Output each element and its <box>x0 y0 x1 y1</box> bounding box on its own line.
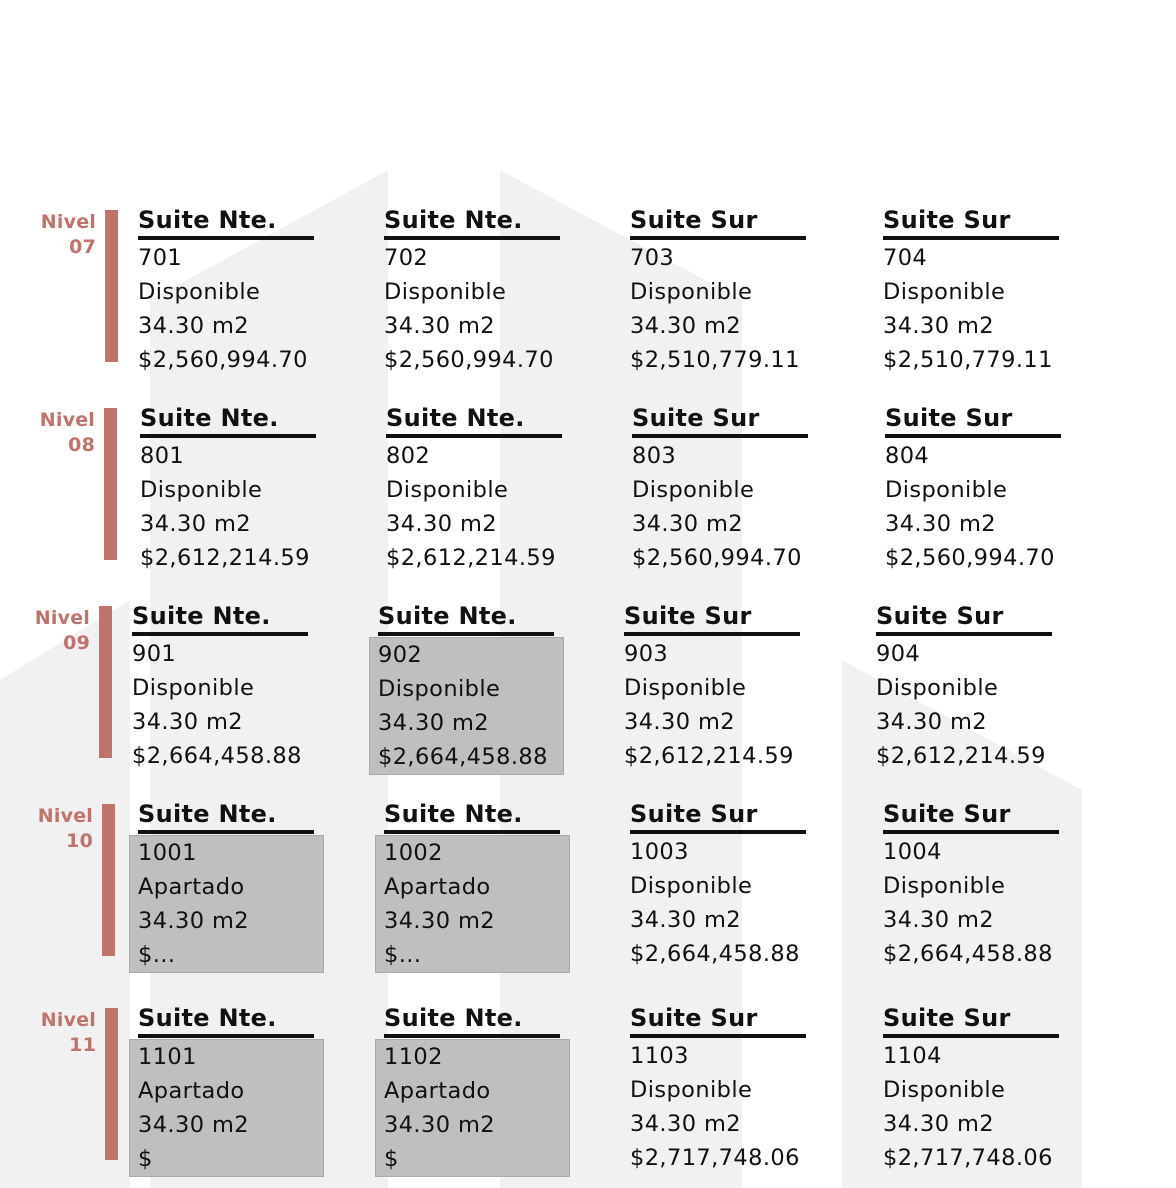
suite-price: $2,612,214.59 <box>386 545 556 571</box>
suite-card[interactable] <box>138 205 338 377</box>
suite-area: 34.30 m2 <box>384 1112 495 1138</box>
level-label <box>0 606 90 656</box>
level-label-word: Nivel <box>40 211 96 233</box>
suite-info <box>630 1039 830 1175</box>
suite-number: 901 <box>132 641 177 667</box>
suite-number: 1004 <box>883 839 942 865</box>
suite-card[interactable] <box>384 1003 584 1177</box>
suite-info <box>883 241 1083 377</box>
suite-card[interactable] <box>630 205 830 377</box>
suite-type: Suite Sur <box>883 1003 1059 1038</box>
suite-card[interactable] <box>138 1003 338 1177</box>
suite-type: Suite Nte. <box>140 403 316 438</box>
suite-status: Disponible <box>883 873 1006 899</box>
level-label <box>6 210 96 260</box>
suite-status: Disponible <box>883 279 1006 305</box>
level-label <box>5 408 95 458</box>
suite-price: $ <box>384 1146 399 1172</box>
level-label <box>3 804 93 854</box>
level-label-number: 10 <box>66 830 93 852</box>
suite-area: 34.30 m2 <box>132 709 243 735</box>
suite-card[interactable] <box>883 799 1083 971</box>
suite-price: $2,612,214.59 <box>876 743 1046 769</box>
suite-number: 903 <box>624 641 669 667</box>
suite-area: 34.30 m2 <box>630 313 741 339</box>
suite-type: Suite Nte. <box>384 799 560 834</box>
suite-price: $... <box>384 942 422 968</box>
suite-status: Apartado <box>384 1078 491 1104</box>
suite-type: Suite Sur <box>630 205 806 240</box>
suite-card[interactable] <box>386 403 586 575</box>
suite-info <box>138 241 338 377</box>
level-label <box>6 1008 96 1058</box>
suite-number: 804 <box>885 443 930 469</box>
suite-price: $2,664,458.88 <box>883 941 1053 967</box>
suite-info <box>885 439 1085 575</box>
suite-number: 1103 <box>630 1043 689 1069</box>
suite-card[interactable] <box>883 1003 1083 1175</box>
level-label-word: Nivel <box>34 607 90 629</box>
suite-type: Suite Sur <box>632 403 808 438</box>
level-bar <box>105 1008 118 1160</box>
suite-area: 34.30 m2 <box>883 313 994 339</box>
suite-number: 704 <box>883 245 928 271</box>
level-label-number: 09 <box>63 632 90 654</box>
suite-area: 34.30 m2 <box>386 511 497 537</box>
suite-area: 34.30 m2 <box>630 907 741 933</box>
suite-price: $2,560,994.70 <box>384 347 554 373</box>
suite-status: Apartado <box>384 874 491 900</box>
suite-card[interactable] <box>132 601 332 773</box>
suite-status: Disponible <box>630 873 753 899</box>
suite-info <box>630 835 830 971</box>
suite-card[interactable] <box>630 799 830 971</box>
suite-status: Disponible <box>632 477 755 503</box>
suite-type: Suite Nte. <box>132 601 308 636</box>
suite-status: Disponible <box>630 279 753 305</box>
suite-area: 34.30 m2 <box>624 709 735 735</box>
suite-number: 904 <box>876 641 921 667</box>
suite-type: Suite Nte. <box>138 1003 314 1038</box>
suite-status: Apartado <box>138 1078 245 1104</box>
suite-number: 702 <box>384 245 429 271</box>
suite-status: Disponible <box>883 1077 1006 1103</box>
suite-card[interactable] <box>630 1003 830 1175</box>
suite-info <box>883 1039 1083 1175</box>
suite-area: 34.30 m2 <box>140 511 251 537</box>
suite-number: 902 <box>378 642 423 668</box>
suite-type: Suite Nte. <box>138 205 314 240</box>
suite-info <box>883 835 1083 971</box>
level-label-number: 08 <box>68 434 95 456</box>
level-label-word: Nivel <box>37 805 93 827</box>
suite-area: 34.30 m2 <box>885 511 996 537</box>
level-label-word: Nivel <box>40 1009 96 1031</box>
suite-type: Suite Sur <box>885 403 1061 438</box>
suite-card[interactable] <box>384 205 584 377</box>
suite-type: Suite Nte. <box>386 403 562 438</box>
suite-number: 1002 <box>384 840 443 866</box>
suite-area: 34.30 m2 <box>378 710 489 736</box>
suite-info-selected <box>375 1039 570 1177</box>
suite-status: Disponible <box>386 477 509 503</box>
suite-number: 1001 <box>138 840 197 866</box>
suite-info <box>386 439 586 575</box>
suite-info <box>632 439 832 575</box>
suite-info <box>132 637 332 773</box>
suite-card[interactable] <box>378 601 578 775</box>
suite-status: Disponible <box>132 675 255 701</box>
suite-number: 1104 <box>883 1043 942 1069</box>
suite-price: $2,510,779.11 <box>883 347 1053 373</box>
suite-type: Suite Nte. <box>138 799 314 834</box>
suite-type: Suite Nte. <box>384 1003 560 1038</box>
suite-info-selected <box>129 835 324 973</box>
suite-info <box>630 241 830 377</box>
suite-card[interactable] <box>138 799 338 973</box>
suite-price: $2,612,214.59 <box>624 743 794 769</box>
level-bar <box>104 408 117 560</box>
suite-price: $2,612,214.59 <box>140 545 310 571</box>
suite-area: 34.30 m2 <box>138 313 249 339</box>
suite-price: $2,717,748.06 <box>630 1145 800 1171</box>
suite-area: 34.30 m2 <box>138 1112 249 1138</box>
suite-price: $2,560,994.70 <box>632 545 802 571</box>
suite-area: 34.30 m2 <box>384 908 495 934</box>
suite-number: 1003 <box>630 839 689 865</box>
suite-price: $2,664,458.88 <box>378 744 548 770</box>
suite-area: 34.30 m2 <box>883 1111 994 1137</box>
suite-number: 703 <box>630 245 675 271</box>
suite-info <box>876 637 1076 773</box>
suite-number: 701 <box>138 245 183 271</box>
suite-info <box>140 439 340 575</box>
suite-type: Suite Sur <box>624 601 800 636</box>
suite-info-selected <box>375 835 570 973</box>
suite-status: Disponible <box>378 676 501 702</box>
suite-type: Suite Sur <box>630 1003 806 1038</box>
suite-price: $2,717,748.06 <box>883 1145 1053 1171</box>
suite-status: Disponible <box>140 477 263 503</box>
suite-area: 34.30 m2 <box>384 313 495 339</box>
suite-info-selected <box>129 1039 324 1177</box>
suite-price: $2,664,458.88 <box>630 941 800 967</box>
suite-type: Suite Sur <box>883 205 1059 240</box>
suite-status: Disponible <box>138 279 261 305</box>
suite-card[interactable] <box>624 601 824 773</box>
suite-card[interactable] <box>384 799 584 973</box>
suite-type: Suite Sur <box>876 601 1052 636</box>
suite-area: 34.30 m2 <box>883 907 994 933</box>
suite-type: Suite Sur <box>883 799 1059 834</box>
suite-card[interactable] <box>632 403 832 575</box>
suite-status: Apartado <box>138 874 245 900</box>
suite-type: Suite Nte. <box>384 205 560 240</box>
suite-number: 802 <box>386 443 431 469</box>
suite-number: 801 <box>140 443 185 469</box>
suite-info <box>624 637 824 773</box>
suite-status: Disponible <box>885 477 1008 503</box>
level-label-number: 11 <box>69 1034 96 1056</box>
suite-card[interactable] <box>885 403 1085 575</box>
suite-price: $... <box>138 942 176 968</box>
level-bar <box>105 210 118 362</box>
suite-area: 34.30 m2 <box>876 709 987 735</box>
suite-card[interactable] <box>876 601 1076 773</box>
suite-price: $ <box>138 1146 153 1172</box>
level-bar <box>102 804 115 956</box>
suite-info <box>384 241 584 377</box>
suite-type: Suite Nte. <box>378 601 554 636</box>
suite-price: $2,560,994.70 <box>138 347 308 373</box>
suite-area: 34.30 m2 <box>632 511 743 537</box>
suite-price: $2,560,994.70 <box>885 545 1055 571</box>
suite-area: 34.30 m2 <box>138 908 249 934</box>
suite-number: 803 <box>632 443 677 469</box>
suite-card[interactable] <box>140 403 340 575</box>
suite-price: $2,664,458.88 <box>132 743 302 769</box>
suite-status: Disponible <box>384 279 507 305</box>
suite-type: Suite Sur <box>630 799 806 834</box>
suite-number: 1101 <box>138 1044 197 1070</box>
suite-number: 1102 <box>384 1044 443 1070</box>
level-bar <box>99 606 112 758</box>
suite-info-selected <box>369 637 564 775</box>
suite-status: Disponible <box>876 675 999 701</box>
level-label-word: Nivel <box>39 409 95 431</box>
suite-card[interactable] <box>883 205 1083 377</box>
suite-status: Disponible <box>624 675 747 701</box>
level-label-number: 07 <box>69 236 96 258</box>
suite-price: $2,510,779.11 <box>630 347 800 373</box>
suite-area: 34.30 m2 <box>630 1111 741 1137</box>
suite-status: Disponible <box>630 1077 753 1103</box>
